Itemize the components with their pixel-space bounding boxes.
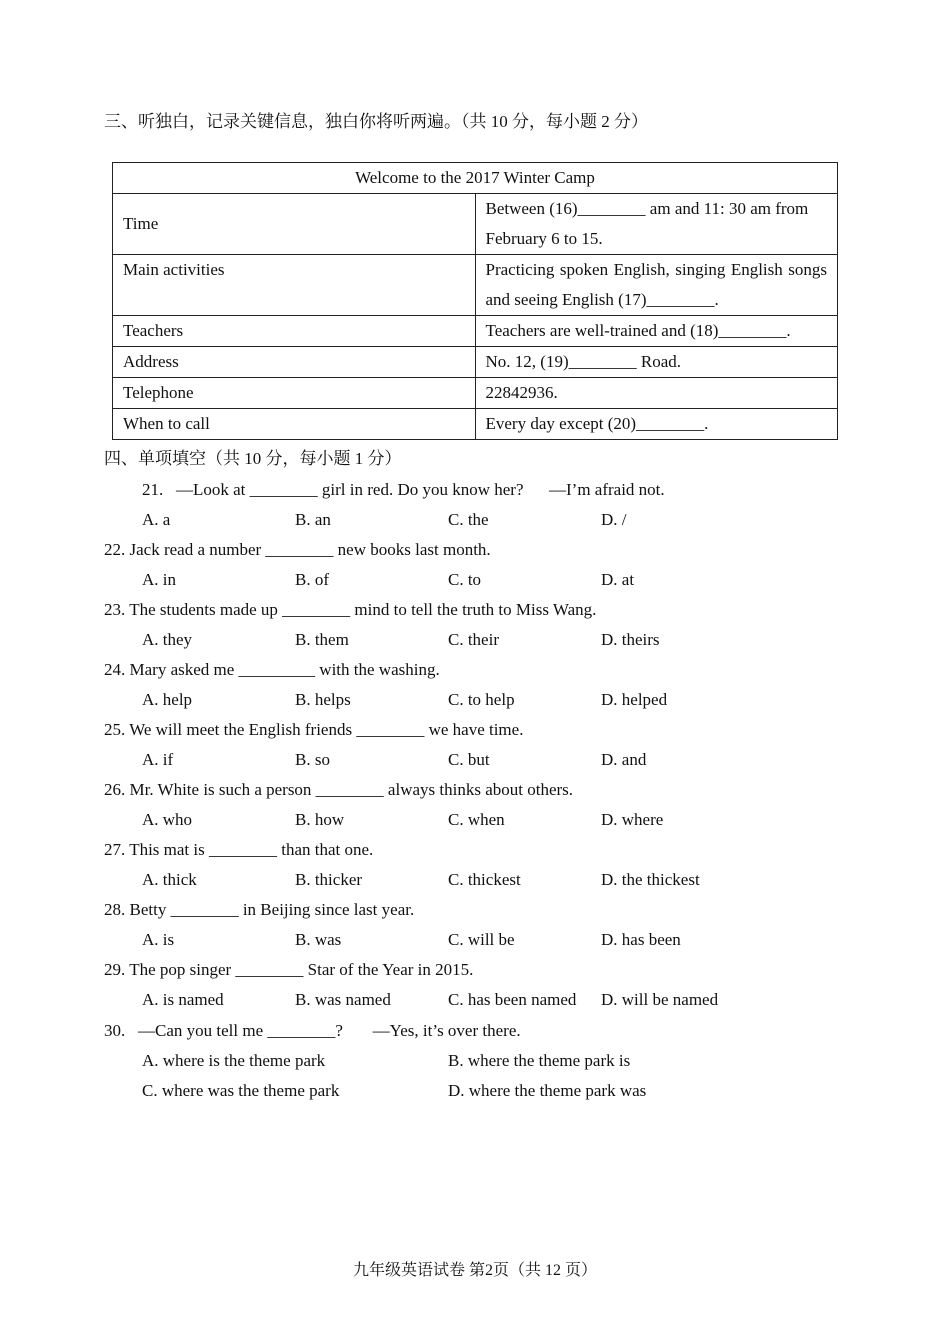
option-c: C. thickest xyxy=(448,870,521,889)
table-row xyxy=(113,378,838,409)
table-row xyxy=(113,316,838,347)
option-b: B. was xyxy=(295,930,342,949)
option-a: A. who xyxy=(142,810,193,829)
option-a: A. a xyxy=(142,510,171,529)
option-b: B. helps xyxy=(295,690,351,709)
row-content: Teachers are well-trained and (18)________. xyxy=(475,316,838,347)
option-d: D. helped xyxy=(601,690,668,709)
option-b: B. of xyxy=(295,570,329,589)
table-row xyxy=(113,194,838,255)
option-a: A. thick xyxy=(142,870,197,889)
option-b: B. how xyxy=(295,810,345,829)
row-content: No. 12, (19)________ Road. xyxy=(475,347,838,378)
table-row xyxy=(113,347,838,378)
option-b: B. was named xyxy=(295,990,391,1009)
option-a: A. in xyxy=(142,570,176,589)
option-c: C. to help xyxy=(448,690,515,709)
row-label: Time xyxy=(113,194,476,255)
option-b: B. where the theme park is xyxy=(448,1051,631,1070)
question-stem: 28. Betty ________ in Beijing since last year. xyxy=(104,900,415,919)
question-stem: 21. —Look at ________ girl in red. Do you know her? —I’m afraid not. xyxy=(142,480,665,499)
option-c: C. when xyxy=(448,810,505,829)
row-content: Between (16)________ am and 11: 30 am from February 6 to 15. xyxy=(475,194,838,255)
option-d: D. at xyxy=(601,570,635,589)
option-d: D. where the theme park was xyxy=(448,1081,647,1100)
option-a: A. is xyxy=(142,930,175,949)
option-c: C. to xyxy=(448,570,482,589)
row-content: 22842936. xyxy=(475,378,838,409)
winter-camp-table xyxy=(112,162,838,440)
option-a: A. if xyxy=(142,750,174,769)
question-stem: 24. Mary asked me _________ with the washing. xyxy=(104,660,440,679)
question-stem: 27. This mat is ________ than that one. xyxy=(104,840,374,859)
question-stem: 29. The pop singer ________ Star of the Year in 2015. xyxy=(104,960,474,979)
option-c: C. will be xyxy=(448,930,515,949)
option-d: D. has been xyxy=(601,930,681,949)
option-d: D. will be named xyxy=(601,990,719,1009)
option-b: B. so xyxy=(295,750,330,769)
option-d: D. / xyxy=(601,510,627,529)
question-stem: 26. Mr. White is such a person ________ always thinks about others. xyxy=(104,780,574,799)
row-content: Practicing spoken English, singing English songs and seeing English (17)________. xyxy=(475,255,838,316)
option-b: B. thicker xyxy=(295,870,363,889)
question-stem: 25. We will meet the English friends ________ we have time. xyxy=(104,720,524,739)
question-stem: 30. —Can you tell me ________? —Yes, it’s over there. xyxy=(104,1021,521,1040)
table-row xyxy=(113,255,838,316)
question-stem: 23. The students made up ________ mind to tell the truth to Miss Wang. xyxy=(104,600,597,619)
option-c: C. the xyxy=(448,510,489,529)
row-label: Teachers xyxy=(113,316,476,347)
row-label: Main activities xyxy=(113,255,476,316)
option-d: D. and xyxy=(601,750,647,769)
option-a: A. where is the theme park xyxy=(142,1051,326,1070)
page-footer: 九年级英语试卷 第2页（共 12 页） xyxy=(352,1262,597,1279)
row-label: Address xyxy=(113,347,476,378)
row-label: When to call xyxy=(113,409,476,440)
table-title: Welcome to the 2017 Winter Camp xyxy=(113,163,838,194)
option-c: C. has been named xyxy=(448,990,577,1009)
section3-heading: 三、听独白，记录关键信息，独白你将听两遍。（共 10 分，每小题 2 分） xyxy=(104,112,648,131)
table-row xyxy=(113,409,838,440)
option-c: C. where was the theme park xyxy=(142,1081,340,1100)
option-c: C. but xyxy=(448,750,490,769)
option-b: B. them xyxy=(295,630,349,649)
row-content: Every day except (20)________. xyxy=(475,409,838,440)
option-c: C. their xyxy=(448,630,499,649)
option-d: D. theirs xyxy=(601,630,660,649)
option-d: D. the thickest xyxy=(601,870,700,889)
option-a: A. is named xyxy=(142,990,224,1009)
question-stem: 22. Jack read a number ________ new books last month. xyxy=(104,540,491,559)
section4-heading: 四、单项填空（共 10 分，每小题 1 分） xyxy=(104,449,402,468)
row-label: Telephone xyxy=(113,378,476,409)
option-a: A. help xyxy=(142,690,193,709)
option-a: A. they xyxy=(142,630,193,649)
option-b: B. an xyxy=(295,510,331,529)
option-d: D. where xyxy=(601,810,664,829)
